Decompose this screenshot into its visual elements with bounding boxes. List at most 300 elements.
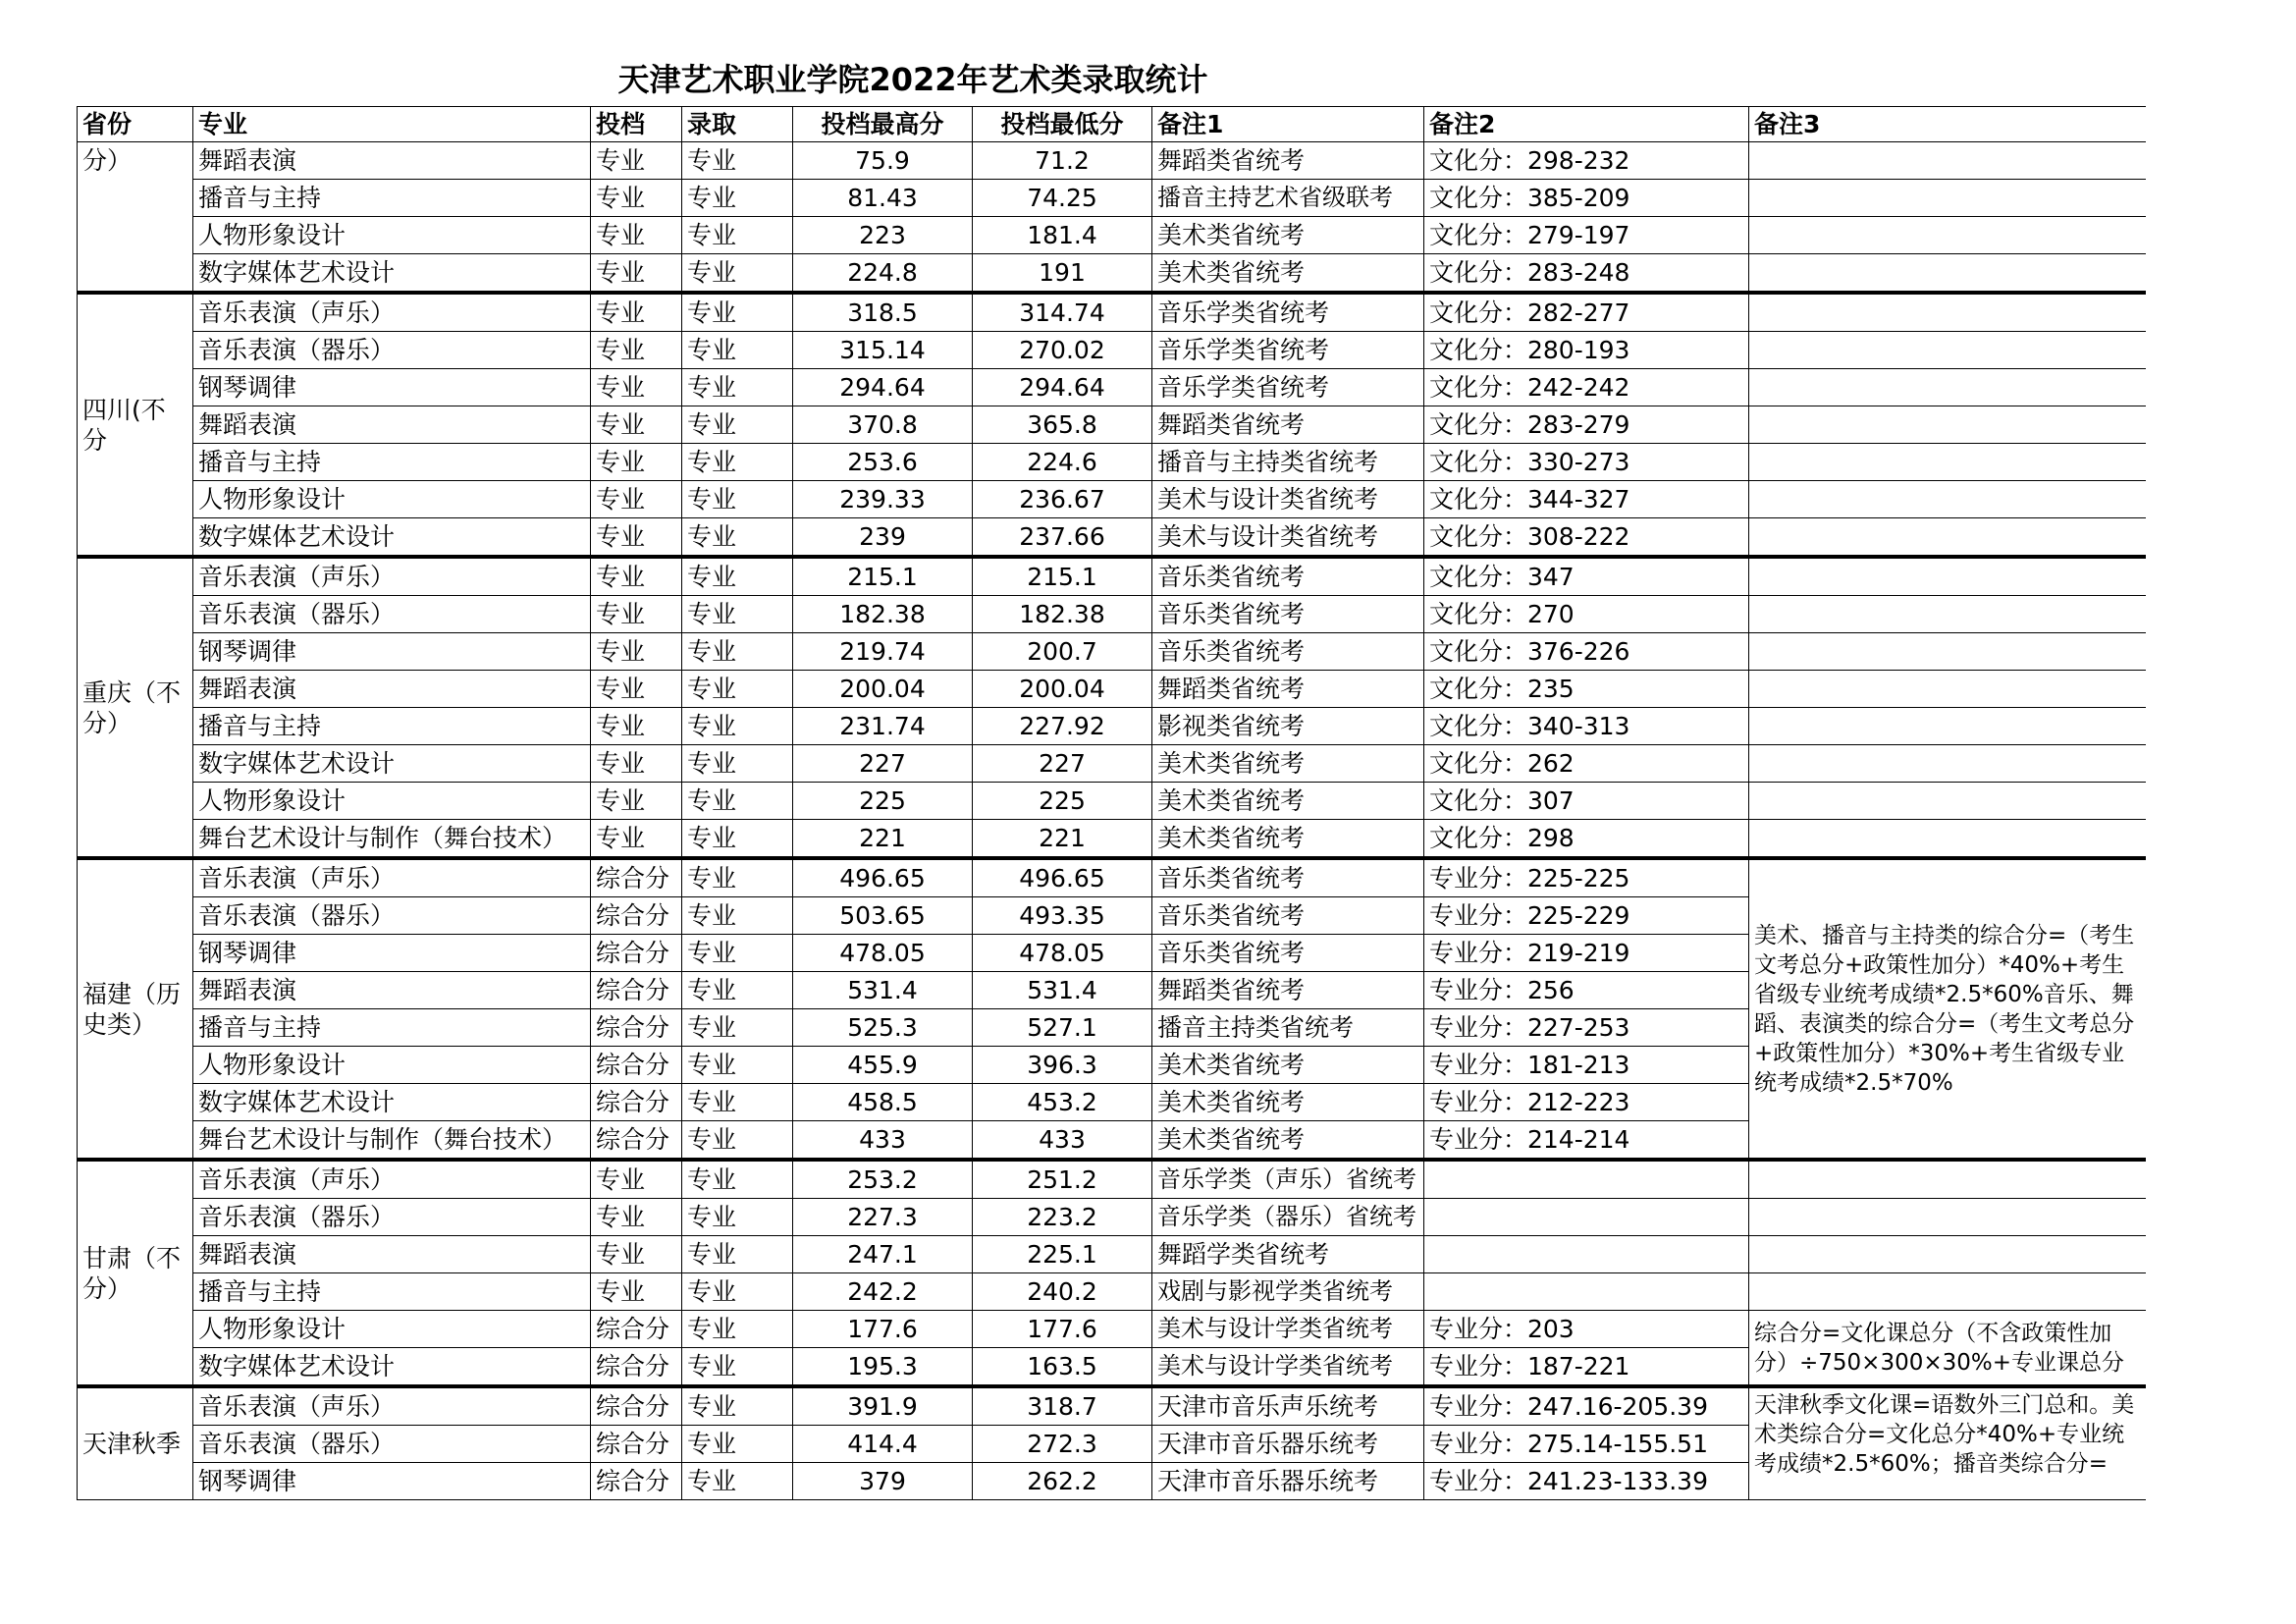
major-cell: 播音与主持 <box>193 1273 591 1311</box>
table-row <box>78 293 2147 332</box>
luqu-cell: 专业 <box>682 406 793 444</box>
min-score-cell: 493.35 <box>973 897 1152 935</box>
min-score-cell: 182.38 <box>973 596 1152 633</box>
min-score-cell: 224.6 <box>973 444 1152 481</box>
admission-table-container <box>77 106 2146 1542</box>
toudang-cell: 专业 <box>591 557 682 596</box>
luqu-cell: 专业 <box>682 557 793 596</box>
note2-cell: 文化分：340-313 <box>1424 708 1749 745</box>
major-cell: 数字媒体艺术设计 <box>193 518 591 558</box>
min-score-cell: 262.2 <box>973 1463 1152 1500</box>
luqu-cell: 专业 <box>682 481 793 518</box>
table-row <box>78 1311 2147 1348</box>
major-cell: 数字媒体艺术设计 <box>193 745 591 783</box>
min-score-cell: 225.1 <box>973 1236 1152 1273</box>
note2-cell: 文化分：347 <box>1424 557 1749 596</box>
min-score-cell: 240.2 <box>973 1273 1152 1311</box>
max-score-cell: 478.05 <box>793 935 973 972</box>
note1-cell: 音乐学类省统考 <box>1152 332 1424 369</box>
note3-empty-cell <box>1749 783 2147 820</box>
max-score-cell: 247.1 <box>793 1236 973 1273</box>
max-score-cell: 239.33 <box>793 481 973 518</box>
note2-cell: 专业分：256 <box>1424 972 1749 1009</box>
note2-cell: 专业分：227-253 <box>1424 1009 1749 1047</box>
max-score-cell: 531.4 <box>793 972 973 1009</box>
luqu-cell: 专业 <box>682 332 793 369</box>
major-cell: 人物形象设计 <box>193 1311 591 1348</box>
table-row <box>78 1199 2147 1236</box>
header-note3: 备注3 <box>1749 107 2147 142</box>
min-score-cell: 227.92 <box>973 708 1152 745</box>
note1-cell: 美术与设计学类省统考 <box>1152 1348 1424 1387</box>
min-score-cell: 177.6 <box>973 1311 1152 1348</box>
major-cell: 钢琴调律 <box>193 1463 591 1500</box>
header-province: 省份 <box>78 107 193 142</box>
max-score-cell: 177.6 <box>793 1311 973 1348</box>
luqu-cell: 专业 <box>682 369 793 406</box>
major-cell: 舞台艺术设计与制作（舞台技术） <box>193 820 591 859</box>
major-cell: 数字媒体艺术设计 <box>193 1084 591 1121</box>
toudang-cell: 专业 <box>591 254 682 294</box>
note1-cell: 舞蹈类省统考 <box>1152 671 1424 708</box>
note3-empty-cell <box>1749 1199 2147 1236</box>
note2-cell <box>1424 1273 1749 1311</box>
note1-cell: 舞蹈类省统考 <box>1152 406 1424 444</box>
min-score-cell: 396.3 <box>973 1047 1152 1084</box>
note1-cell: 音乐学类（器乐）省统考 <box>1152 1199 1424 1236</box>
max-score-cell: 224.8 <box>793 254 973 294</box>
luqu-cell: 专业 <box>682 1311 793 1348</box>
note3-empty-cell <box>1749 745 2147 783</box>
major-cell: 音乐表演（声乐） <box>193 1160 591 1199</box>
major-cell: 音乐表演（器乐） <box>193 332 591 369</box>
note3-empty-cell <box>1749 369 2147 406</box>
max-score-cell: 242.2 <box>793 1273 973 1311</box>
max-score-cell: 221 <box>793 820 973 859</box>
max-score-cell: 455.9 <box>793 1047 973 1084</box>
luqu-cell: 专业 <box>682 820 793 859</box>
max-score-cell: 225 <box>793 783 973 820</box>
note2-cell: 专业分：247.16-205.39 <box>1424 1386 1749 1426</box>
luqu-cell: 专业 <box>682 633 793 671</box>
min-score-cell: 527.1 <box>973 1009 1152 1047</box>
note2-cell: 专业分：275.14-155.51 <box>1424 1426 1749 1463</box>
min-score-cell: 191 <box>973 254 1152 294</box>
toudang-cell: 综合分 <box>591 1426 682 1463</box>
major-cell: 人物形象设计 <box>193 481 591 518</box>
min-score-cell: 225 <box>973 783 1152 820</box>
table-row <box>78 783 2147 820</box>
table-row <box>78 858 2147 897</box>
luqu-cell: 专业 <box>682 1273 793 1311</box>
note1-cell: 音乐类省统考 <box>1152 596 1424 633</box>
province-cell: 四川(不分 <box>78 293 193 557</box>
note3-cell: 天津秋季文化课=语数外三门总和。美术类综合分=文化总分*40%+专业统考成绩*2.5*60%；播音类综合分= <box>1749 1386 2147 1500</box>
min-score-cell: 272.3 <box>973 1426 1152 1463</box>
major-cell: 播音与主持 <box>193 444 591 481</box>
note2-cell: 专业分：225-225 <box>1424 858 1749 897</box>
table-row <box>78 518 2147 558</box>
note3-empty-cell <box>1749 1236 2147 1273</box>
toudang-cell: 专业 <box>591 293 682 332</box>
luqu-cell: 专业 <box>682 142 793 180</box>
luqu-cell: 专业 <box>682 708 793 745</box>
luqu-cell: 专业 <box>682 1084 793 1121</box>
note2-cell <box>1424 1236 1749 1273</box>
province-cell: 重庆（不分） <box>78 557 193 858</box>
major-cell: 人物形象设计 <box>193 217 591 254</box>
min-score-cell: 318.7 <box>973 1386 1152 1426</box>
note3-empty-cell <box>1749 444 2147 481</box>
note2-cell: 文化分：344-327 <box>1424 481 1749 518</box>
note1-cell: 天津市音乐声乐统考 <box>1152 1386 1424 1426</box>
header-max-score: 投档最高分 <box>793 107 973 142</box>
toudang-cell: 专业 <box>591 1236 682 1273</box>
note1-cell: 音乐类省统考 <box>1152 633 1424 671</box>
note2-cell: 专业分：203 <box>1424 1311 1749 1348</box>
luqu-cell: 专业 <box>682 858 793 897</box>
note3-empty-cell <box>1749 217 2147 254</box>
min-score-cell: 227 <box>973 745 1152 783</box>
note2-cell: 文化分：242-242 <box>1424 369 1749 406</box>
note1-cell: 音乐学类省统考 <box>1152 369 1424 406</box>
min-score-cell: 215.1 <box>973 557 1152 596</box>
min-score-cell: 223.2 <box>973 1199 1152 1236</box>
note3-empty-cell <box>1749 1160 2147 1199</box>
major-cell: 音乐表演（声乐） <box>193 557 591 596</box>
max-score-cell: 81.43 <box>793 180 973 217</box>
luqu-cell: 专业 <box>682 671 793 708</box>
note1-cell: 美术与设计类省统考 <box>1152 518 1424 558</box>
note1-cell: 美术类省统考 <box>1152 820 1424 859</box>
note3-empty-cell <box>1749 293 2147 332</box>
max-score-cell: 223 <box>793 217 973 254</box>
note2-cell: 文化分：235 <box>1424 671 1749 708</box>
table-row <box>78 180 2147 217</box>
header-row <box>78 107 2147 142</box>
note2-cell: 专业分：214-214 <box>1424 1121 1749 1161</box>
table-row <box>78 369 2147 406</box>
note2-cell <box>1424 1199 1749 1236</box>
province-cell: 分） <box>78 142 193 294</box>
luqu-cell: 专业 <box>682 1121 793 1161</box>
max-score-cell: 253.6 <box>793 444 973 481</box>
note1-cell: 美术与设计学类省统考 <box>1152 1311 1424 1348</box>
max-score-cell: 433 <box>793 1121 973 1161</box>
note2-cell: 文化分：307 <box>1424 783 1749 820</box>
note2-cell: 文化分：280-193 <box>1424 332 1749 369</box>
note3-cell: 综合分=文化课总分（不含政策性加分）÷750×300×30%+专业课总分 <box>1749 1311 2147 1387</box>
min-score-cell: 163.5 <box>973 1348 1152 1387</box>
max-score-cell: 75.9 <box>793 142 973 180</box>
note3-empty-cell <box>1749 518 2147 558</box>
major-cell: 音乐表演（声乐） <box>193 293 591 332</box>
table-row <box>78 745 2147 783</box>
toudang-cell: 专业 <box>591 142 682 180</box>
major-cell: 舞台艺术设计与制作（舞台技术） <box>193 1121 591 1161</box>
note2-cell: 文化分：262 <box>1424 745 1749 783</box>
toudang-cell: 专业 <box>591 518 682 558</box>
min-score-cell: 270.02 <box>973 332 1152 369</box>
luqu-cell: 专业 <box>682 254 793 294</box>
major-cell: 钢琴调律 <box>193 369 591 406</box>
page-title: 天津艺术职业学院2022年艺术类录取统计 <box>617 61 1208 98</box>
table-row <box>78 596 2147 633</box>
toudang-cell: 专业 <box>591 783 682 820</box>
toudang-cell: 专业 <box>591 444 682 481</box>
major-cell: 舞蹈表演 <box>193 972 591 1009</box>
note1-cell: 舞蹈类省统考 <box>1152 972 1424 1009</box>
max-score-cell: 414.4 <box>793 1426 973 1463</box>
note1-cell: 音乐学类省统考 <box>1152 293 1424 332</box>
min-score-cell: 200.7 <box>973 633 1152 671</box>
min-score-cell: 294.64 <box>973 369 1152 406</box>
min-score-cell: 496.65 <box>973 858 1152 897</box>
note2-cell: 专业分：212-223 <box>1424 1084 1749 1121</box>
note2-cell <box>1424 1160 1749 1199</box>
luqu-cell: 专业 <box>682 1386 793 1426</box>
note3-empty-cell <box>1749 481 2147 518</box>
max-score-cell: 525.3 <box>793 1009 973 1047</box>
max-score-cell: 253.2 <box>793 1160 973 1199</box>
major-cell: 钢琴调律 <box>193 935 591 972</box>
min-score-cell: 71.2 <box>973 142 1152 180</box>
table-row <box>78 1160 2147 1199</box>
major-cell: 舞蹈表演 <box>193 406 591 444</box>
toudang-cell: 综合分 <box>591 1009 682 1047</box>
table-row <box>78 406 2147 444</box>
toudang-cell: 专业 <box>591 745 682 783</box>
luqu-cell: 专业 <box>682 1426 793 1463</box>
note2-cell: 文化分：376-226 <box>1424 633 1749 671</box>
luqu-cell: 专业 <box>682 217 793 254</box>
min-score-cell: 365.8 <box>973 406 1152 444</box>
note1-cell: 影视类省统考 <box>1152 708 1424 745</box>
luqu-cell: 专业 <box>682 972 793 1009</box>
max-score-cell: 391.9 <box>793 1386 973 1426</box>
major-cell: 舞蹈表演 <box>193 671 591 708</box>
toudang-cell: 专业 <box>591 708 682 745</box>
note1-cell: 美术类省统考 <box>1152 783 1424 820</box>
note2-cell: 专业分：181-213 <box>1424 1047 1749 1084</box>
toudang-cell: 专业 <box>591 671 682 708</box>
toudang-cell: 综合分 <box>591 1463 682 1500</box>
note2-cell: 文化分：298-232 <box>1424 142 1749 180</box>
note1-cell: 播音主持类省统考 <box>1152 1009 1424 1047</box>
min-score-cell: 433 <box>973 1121 1152 1161</box>
note2-cell: 文化分：282-277 <box>1424 293 1749 332</box>
toudang-cell: 专业 <box>591 180 682 217</box>
min-score-cell: 181.4 <box>973 217 1152 254</box>
max-score-cell: 227 <box>793 745 973 783</box>
luqu-cell: 专业 <box>682 935 793 972</box>
note3-empty-cell <box>1749 633 2147 671</box>
max-score-cell: 231.74 <box>793 708 973 745</box>
major-cell: 音乐表演（器乐） <box>193 897 591 935</box>
min-score-cell: 200.04 <box>973 671 1152 708</box>
note1-cell: 天津市音乐器乐统考 <box>1152 1426 1424 1463</box>
toudang-cell: 专业 <box>591 1199 682 1236</box>
max-score-cell: 239 <box>793 518 973 558</box>
luqu-cell: 专业 <box>682 1348 793 1387</box>
toudang-cell: 综合分 <box>591 897 682 935</box>
max-score-cell: 227.3 <box>793 1199 973 1236</box>
note1-cell: 美术与设计类省统考 <box>1152 481 1424 518</box>
major-cell: 人物形象设计 <box>193 783 591 820</box>
note2-cell: 专业分：219-219 <box>1424 935 1749 972</box>
note3-empty-cell <box>1749 557 2147 596</box>
table-row <box>78 671 2147 708</box>
note3-empty-cell <box>1749 254 2147 294</box>
province-cell: 福建（历史类） <box>78 858 193 1160</box>
max-score-cell: 219.74 <box>793 633 973 671</box>
province-cell: 天津秋季 <box>78 1386 193 1500</box>
max-score-cell: 200.04 <box>793 671 973 708</box>
table-row <box>78 633 2147 671</box>
major-cell: 钢琴调律 <box>193 633 591 671</box>
note1-cell: 美术类省统考 <box>1152 217 1424 254</box>
header-major: 专业 <box>193 107 591 142</box>
luqu-cell: 专业 <box>682 1047 793 1084</box>
major-cell: 播音与主持 <box>193 708 591 745</box>
luqu-cell: 专业 <box>682 596 793 633</box>
table-row <box>78 820 2147 859</box>
toudang-cell: 综合分 <box>591 1047 682 1084</box>
province-cell: 甘肃（不分） <box>78 1160 193 1386</box>
max-score-cell: 503.65 <box>793 897 973 935</box>
major-cell: 音乐表演（器乐） <box>193 1426 591 1463</box>
admission-table <box>77 106 2146 1500</box>
note2-cell: 专业分：241.23-133.39 <box>1424 1463 1749 1500</box>
note1-cell: 音乐类省统考 <box>1152 897 1424 935</box>
toudang-cell: 综合分 <box>591 1348 682 1387</box>
toudang-cell: 专业 <box>591 332 682 369</box>
note3-empty-cell <box>1749 708 2147 745</box>
toudang-cell: 专业 <box>591 481 682 518</box>
note1-cell: 播音主持艺术省级联考 <box>1152 180 1424 217</box>
max-score-cell: 458.5 <box>793 1084 973 1121</box>
luqu-cell: 专业 <box>682 897 793 935</box>
note1-cell: 戏剧与影视学类省统考 <box>1152 1273 1424 1311</box>
luqu-cell: 专业 <box>682 1160 793 1199</box>
note1-cell: 音乐类省统考 <box>1152 557 1424 596</box>
min-score-cell: 221 <box>973 820 1152 859</box>
note2-cell: 文化分：279-197 <box>1424 217 1749 254</box>
toudang-cell: 综合分 <box>591 935 682 972</box>
min-score-cell: 453.2 <box>973 1084 1152 1121</box>
major-cell: 音乐表演（器乐） <box>193 596 591 633</box>
note2-cell: 文化分：283-248 <box>1424 254 1749 294</box>
major-cell: 音乐表演（声乐） <box>193 858 591 897</box>
luqu-cell: 专业 <box>682 1236 793 1273</box>
note1-cell: 美术类省统考 <box>1152 254 1424 294</box>
toudang-cell: 综合分 <box>591 858 682 897</box>
toudang-cell: 专业 <box>591 820 682 859</box>
luqu-cell: 专业 <box>682 518 793 558</box>
note1-cell: 音乐学类（声乐）省统考 <box>1152 1160 1424 1199</box>
header-luqu: 录取 <box>682 107 793 142</box>
table-row <box>78 1236 2147 1273</box>
note3-empty-cell <box>1749 406 2147 444</box>
note2-cell: 文化分：308-222 <box>1424 518 1749 558</box>
note1-cell: 美术类省统考 <box>1152 745 1424 783</box>
note3-empty-cell <box>1749 332 2147 369</box>
table-row <box>78 254 2147 294</box>
note1-cell: 舞蹈学类省统考 <box>1152 1236 1424 1273</box>
table-row <box>78 142 2147 180</box>
max-score-cell: 318.5 <box>793 293 973 332</box>
note3-empty-cell <box>1749 671 2147 708</box>
toudang-cell: 综合分 <box>591 1311 682 1348</box>
toudang-cell: 综合分 <box>591 1386 682 1426</box>
note2-cell: 文化分：330-273 <box>1424 444 1749 481</box>
luqu-cell: 专业 <box>682 293 793 332</box>
note2-cell: 文化分：385-209 <box>1424 180 1749 217</box>
max-score-cell: 215.1 <box>793 557 973 596</box>
toudang-cell: 专业 <box>591 217 682 254</box>
table-row <box>78 557 2147 596</box>
major-cell: 播音与主持 <box>193 1009 591 1047</box>
min-score-cell: 478.05 <box>973 935 1152 972</box>
note3-empty-cell <box>1749 1273 2147 1311</box>
major-cell: 数字媒体艺术设计 <box>193 1348 591 1387</box>
luqu-cell: 专业 <box>682 745 793 783</box>
header-note2: 备注2 <box>1424 107 1749 142</box>
major-cell: 音乐表演（器乐） <box>193 1199 591 1236</box>
note3-empty-cell <box>1749 820 2147 859</box>
note2-cell: 文化分：298 <box>1424 820 1749 859</box>
max-score-cell: 195.3 <box>793 1348 973 1387</box>
toudang-cell: 专业 <box>591 406 682 444</box>
table-row <box>78 1386 2147 1426</box>
major-cell: 数字媒体艺术设计 <box>193 254 591 294</box>
min-score-cell: 236.67 <box>973 481 1152 518</box>
toudang-cell: 专业 <box>591 596 682 633</box>
major-cell: 播音与主持 <box>193 180 591 217</box>
note2-cell: 专业分：187-221 <box>1424 1348 1749 1387</box>
header-min-score: 投档最低分 <box>973 107 1152 142</box>
toudang-cell: 综合分 <box>591 1084 682 1121</box>
min-score-cell: 251.2 <box>973 1160 1152 1199</box>
note3-empty-cell <box>1749 142 2147 180</box>
note3-empty-cell <box>1749 596 2147 633</box>
table-row <box>78 217 2147 254</box>
major-cell: 舞蹈表演 <box>193 1236 591 1273</box>
toudang-cell: 专业 <box>591 1160 682 1199</box>
note2-cell: 文化分：270 <box>1424 596 1749 633</box>
note1-cell: 美术类省统考 <box>1152 1047 1424 1084</box>
table-row <box>78 708 2147 745</box>
table-row <box>78 1273 2147 1311</box>
toudang-cell: 专业 <box>591 633 682 671</box>
toudang-cell: 综合分 <box>591 1121 682 1161</box>
table-row <box>78 444 2147 481</box>
max-score-cell: 182.38 <box>793 596 973 633</box>
min-score-cell: 314.74 <box>973 293 1152 332</box>
table-row <box>78 332 2147 369</box>
toudang-cell: 专业 <box>591 369 682 406</box>
note1-cell: 舞蹈类省统考 <box>1152 142 1424 180</box>
table-row <box>78 481 2147 518</box>
min-score-cell: 74.25 <box>973 180 1152 217</box>
max-score-cell: 315.14 <box>793 332 973 369</box>
header-note1: 备注1 <box>1152 107 1424 142</box>
luqu-cell: 专业 <box>682 444 793 481</box>
max-score-cell: 294.64 <box>793 369 973 406</box>
luqu-cell: 专业 <box>682 1463 793 1500</box>
note1-cell: 音乐类省统考 <box>1152 935 1424 972</box>
toudang-cell: 专业 <box>591 1273 682 1311</box>
